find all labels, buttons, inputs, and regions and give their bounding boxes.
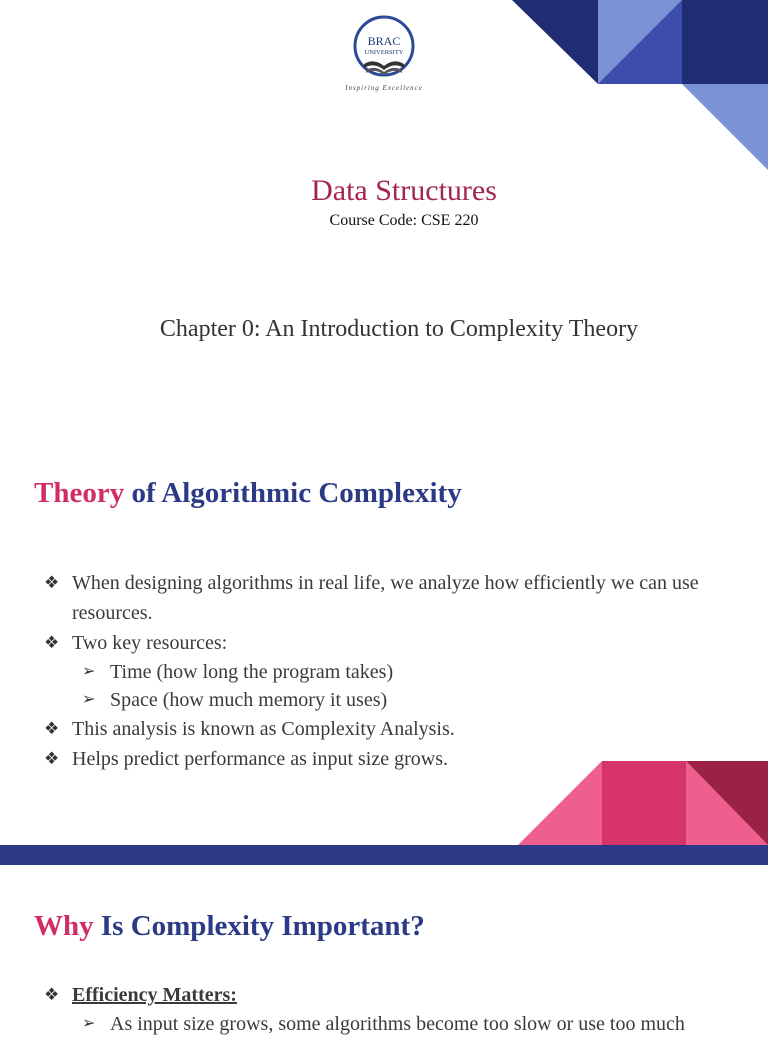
course-title: Data Structures bbox=[311, 174, 497, 207]
section-heading-theory bbox=[34, 477, 462, 510]
light-blue-triangle bbox=[682, 84, 768, 170]
why-bullet-list bbox=[44, 980, 724, 1038]
section-heading-why bbox=[34, 910, 425, 943]
sub-list-item-text: Time (how long the program takes) bbox=[110, 661, 394, 683]
chapter-title: Chapter 0: An Introduction to Complexity Theory bbox=[159, 316, 639, 342]
theory-bullet-list bbox=[44, 568, 724, 774]
diamond-bullet-icon: ❖ bbox=[44, 719, 60, 738]
sub-list-item bbox=[44, 1010, 724, 1038]
heading-rest: Is Complexity Important? bbox=[93, 910, 425, 942]
navy-block bbox=[682, 0, 768, 84]
arrowhead-bullet-icon: ➢ bbox=[82, 1015, 96, 1032]
logo-tagline: Inspiring Excellence bbox=[345, 84, 423, 92]
list-item-text: Helps predict performance as input size grows. bbox=[72, 748, 448, 770]
arrowhead-bullet-icon: ➢ bbox=[82, 663, 96, 680]
heading-rest: of Algorithmic Complexity bbox=[124, 477, 462, 509]
logo-name-line1: BRAC bbox=[367, 34, 401, 48]
diamond-bullet-icon: ❖ bbox=[44, 749, 60, 768]
slide-divider-band bbox=[0, 845, 768, 865]
list-item-text: When designing algorithms in real life, we analyze how efficiently we can use resources. bbox=[72, 572, 699, 624]
sub-list-item bbox=[44, 686, 724, 714]
heading-accent-word: Why bbox=[34, 910, 94, 942]
list-item-text: This analysis is known as Complexity Analysis. bbox=[72, 718, 455, 740]
list-item bbox=[44, 628, 724, 658]
list-item bbox=[44, 980, 724, 1010]
sub-list-item-text: Space (how much memory it uses) bbox=[110, 689, 388, 711]
heading-accent-word: Theory bbox=[34, 477, 125, 509]
arrowhead-bullet-icon: ➢ bbox=[82, 691, 96, 708]
list-item bbox=[44, 568, 724, 628]
list-item-text: Two key resources: bbox=[72, 632, 228, 654]
logo-name-line2: UNIVERSITY bbox=[364, 49, 404, 56]
list-item-text: Efficiency Matters: bbox=[72, 984, 237, 1006]
diamond-bullet-icon: ❖ bbox=[44, 633, 60, 652]
sub-list-item-text: As input size grows, some algorithms become too slow or use too much bbox=[110, 1013, 685, 1035]
pink-triangle bbox=[518, 761, 602, 845]
diamond-bullet-icon: ❖ bbox=[44, 985, 60, 1004]
pink-mid-square bbox=[602, 761, 686, 845]
course-code: Course Code: CSE 220 bbox=[329, 212, 479, 229]
diamond-bullet-icon: ❖ bbox=[44, 573, 60, 592]
navy-triangle bbox=[512, 0, 598, 84]
list-item bbox=[44, 714, 724, 744]
top-corner-decoration bbox=[512, 0, 768, 170]
bottom-corner-decoration bbox=[518, 761, 768, 845]
sub-list-item bbox=[44, 658, 724, 686]
